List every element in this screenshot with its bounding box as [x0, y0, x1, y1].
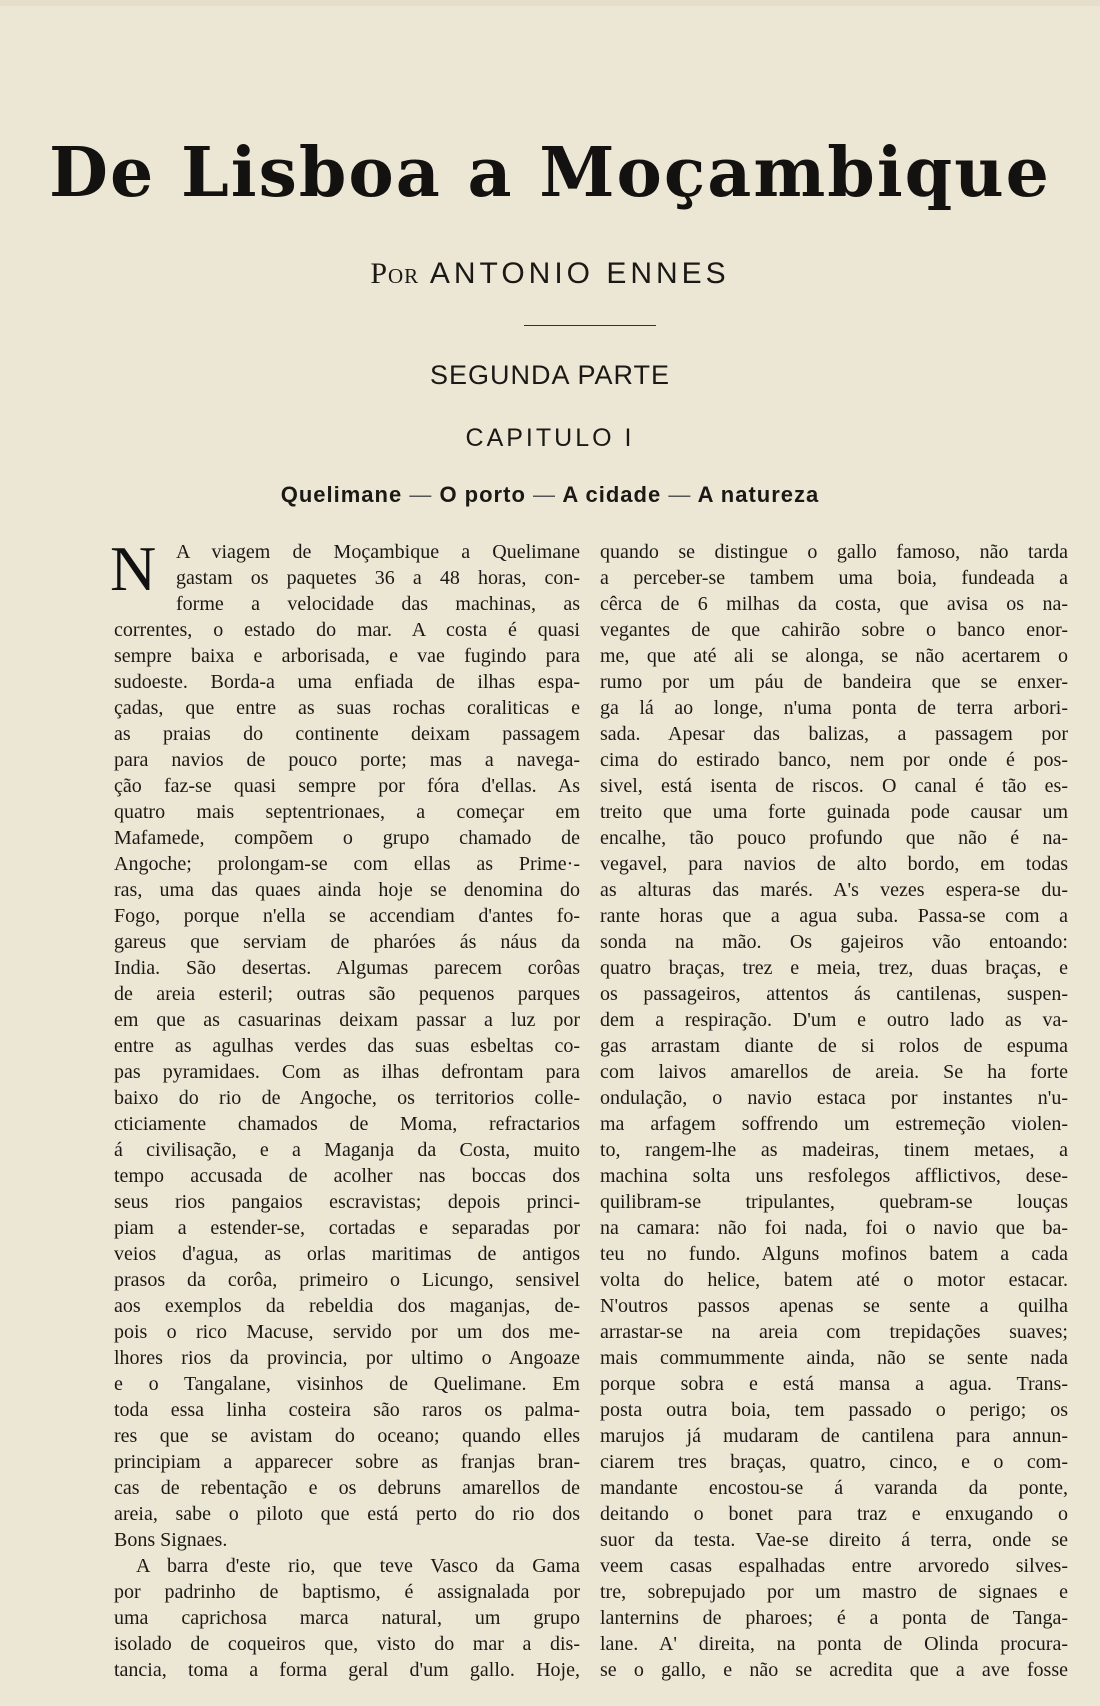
text-line: os passageiros, attentos ás cantilenas, suspen-	[600, 983, 1068, 1005]
subtitle-item-1: Quelimane	[280, 482, 403, 507]
part-heading: SEGUNDA PARTE	[429, 360, 671, 390]
text-line: para navios de pouco porte; mas a navega-	[114, 749, 580, 771]
text-line: aos exemplos da rebeldia dos maganjas, de-	[114, 1295, 580, 1317]
text-line: ondulação, o navio estaca por instantes n'u-	[600, 1087, 1068, 1109]
text-line: prasos da corôa, primeiro o Licungo, sensivel	[114, 1269, 580, 1291]
text-line: ma arfagem soffrendo um estremeção violen-	[600, 1113, 1068, 1135]
text-line: Bons Signaes.	[114, 1529, 228, 1551]
text-line: rante horas que a agua suba. Passa-se com a	[600, 905, 1068, 927]
text-line: N'outros passos apenas se sente a quilha	[600, 1295, 1068, 1317]
text-line: tre, sobrepujado por um mastro de signaes e	[600, 1581, 1068, 1603]
text-line: sivel, está isenta de riscos. O canal é tão es-	[600, 775, 1068, 797]
text-line: na camara: não foi nada, foi o navio que ba-	[600, 1217, 1068, 1239]
text-line: ção faz-se quasi sempre por fóra d'ellas. As	[114, 775, 580, 797]
text-line: pas pyramidaes. Com as ilhas defrontam para	[114, 1061, 580, 1083]
right-text-column	[600, 539, 1068, 1683]
author-name: ANTONIO ENNES	[429, 257, 730, 290]
text-line: lane. A' direita, na ponta de Olinda procura-	[600, 1633, 1068, 1655]
text-line: pois o rico Macuse, servido por um dos me-	[114, 1321, 580, 1343]
text-line: quatro mais septentrionaes, a começar em	[114, 801, 580, 823]
text-line: isolado de coqueiros que, visto do mar a dis-	[114, 1633, 580, 1655]
text-line: arrastar-se na areia com trepidações suaves;	[600, 1321, 1068, 1343]
text-line: forme a velocidade das machinas, as	[176, 593, 580, 615]
text-line: porque sobra e está mansa a agua. Trans-	[600, 1373, 1068, 1395]
text-line: areia, sabe o piloto que está perto do rio dos	[114, 1503, 580, 1525]
text-line: ras, uma das quaes ainda hoje se denomina do	[114, 879, 580, 901]
subtitle-separator: —	[668, 482, 692, 507]
text-line: mandante encostou-se á varanda da ponte,	[600, 1477, 1068, 1499]
text-line: sudoeste. Borda-a uma enfiada de ilhas espa-	[114, 671, 580, 693]
subtitle-separator: —	[533, 482, 557, 507]
subtitle-item-4: A natureza	[697, 482, 820, 507]
text-line: veios d'agua, as orlas maritimas de antigos	[114, 1243, 580, 1265]
text-line: India. São desertas. Algumas parecem corôas	[114, 957, 580, 979]
subtitle-item-2: O porto	[439, 482, 526, 507]
text-line: gas arrastam diante de si rolos de espuma	[600, 1035, 1068, 1057]
text-line: cas de rebentação e os debruns amarellos de	[114, 1477, 580, 1499]
text-line: uma caprichosa marca natural, um grupo	[114, 1607, 580, 1629]
text-line: suor da testa. Vae-se direito á terra, onde se	[600, 1529, 1068, 1551]
text-line: sonda na mão. Os gajeiros vão entoando:	[600, 931, 1068, 953]
text-line: cima do estirado banco, nem por onde é pos-	[600, 749, 1068, 771]
text-line: Mafamede, compõem o grupo chamado de	[114, 827, 580, 849]
text-line: a perceber-se tambem uma boia, fundeada a	[600, 567, 1068, 589]
text-line: principiam a apparecer sobre as franjas bran-	[114, 1451, 580, 1473]
text-line: teu no fundo. Alguns mofinos batem a cada	[600, 1243, 1068, 1265]
text-line: dem a respiração. D'um e outro lado as va-	[600, 1009, 1068, 1031]
text-line: rumo por um páu de bandeira que se enxer-	[600, 671, 1068, 693]
text-line: vegavel, para navios de alto bordo, em todas	[600, 853, 1068, 875]
text-line: Angoche; prolongam-se com ellas as Prime·-	[114, 853, 580, 875]
text-line: á civilisação, e a Maganja da Costa, muito	[114, 1139, 580, 1161]
left-text-column	[110, 533, 580, 1683]
subtitle-item-3: A cidade	[562, 482, 662, 507]
text-line: toda essa linha costeira são raros os palma-	[114, 1399, 580, 1421]
text-line: to, rangem-lhe as madeiras, tinem metaes, a	[600, 1139, 1068, 1161]
text-line: lanternins de pharoes; é a ponta de Tanga-	[600, 1607, 1068, 1629]
text-line: com laivos amarellos de areia. Se ha forte	[600, 1061, 1068, 1083]
text-line: posta outra boia, tem passado o perigo; os	[600, 1399, 1068, 1421]
text-line: gastam os paquetes 36 a 48 horas, con-	[176, 567, 580, 589]
text-line: e o Tangalane, visinhos de Quelimane. Em	[114, 1373, 580, 1395]
text-line: vegantes de que cahirão sobre o banco enor-	[600, 619, 1068, 641]
text-line: baixo do rio de Angoche, os territorios colle-	[114, 1087, 580, 1109]
text-line: deitando o bonet para traz e enxugando o	[600, 1503, 1068, 1525]
article-title: De Lisboa a Moçambique	[49, 133, 1051, 213]
text-line: ciarem tres braças, quatro, cinco, e o com-	[600, 1451, 1068, 1473]
text-line: quando se distingue o gallo famoso, não tarda	[600, 541, 1068, 563]
text-line: A viagem de Moçambique a Quelimane	[176, 541, 580, 563]
text-line: sada. Apesar das balizas, a passagem por	[600, 723, 1068, 745]
text-line: as praias do continente deixam passagem	[114, 723, 580, 745]
text-line: cticiamente chamados de Moma, refractarios	[114, 1113, 580, 1135]
text-line: tempo accusada de acolher nas boccas dos	[114, 1165, 580, 1187]
text-line: as alturas das marés. A's vezes espera-se du-	[600, 879, 1068, 901]
text-line: treito que uma forte guinada pode causar um	[600, 801, 1068, 823]
text-line: Fogo, porque n'ella se accendiam d'antes fo-	[114, 905, 580, 927]
text-line: mais commummente ainda, não se sente nada	[600, 1347, 1068, 1369]
author-byline	[0, 254, 1100, 294]
text-line: machina solta uns resfolegos afflictivos, dese-	[600, 1165, 1068, 1187]
text-line: sempre baixa e arborisada, e vae fugindo para	[114, 645, 580, 667]
chapter-heading: CAPITULO I	[465, 424, 635, 452]
text-line: A barra d'este rio, que teve Vasco da Gama	[136, 1555, 580, 1577]
chapter-subtitle	[0, 478, 1100, 512]
text-line: de areia esteril; outras são pequenos parques	[114, 983, 580, 1005]
text-line: tancia, toma a forma geral d'um gallo. Hoje,	[114, 1659, 580, 1681]
text-line: quilibram-se tripulantes, quebram-se louças	[600, 1191, 1068, 1213]
text-line: seus rios pangaios escravistas; depois princi-	[114, 1191, 580, 1213]
text-line: se o gallo, e não se acredita que a ave fosse	[600, 1659, 1068, 1681]
title-divider	[524, 325, 656, 326]
text-line: por padrinho de baptismo, é assignalada por	[114, 1581, 580, 1603]
text-line: çadas, que entre as suas rochas coraliticas e	[114, 697, 580, 719]
text-line: volta do helice, batem até o motor estacar.	[600, 1269, 1068, 1291]
text-line: ga lá ao longe, n'uma ponta de terra arbori-	[600, 697, 1068, 719]
text-line: quatro braças, trez e meia, trez, duas braças, e	[600, 957, 1068, 979]
text-line: cêrca de 6 milhas da costa, que avisa os na-	[600, 593, 1068, 615]
text-line: marujos já mudaram de cantilena para annun-	[600, 1425, 1068, 1447]
subtitle-separator: —	[409, 482, 433, 507]
text-line: res que se avistam do oceano; quando elles	[114, 1425, 580, 1447]
text-line: me, que até ali se alonga, se não acertarem o	[600, 645, 1068, 667]
drop-cap: N	[110, 533, 157, 604]
author-prefix: Por	[370, 257, 420, 290]
text-line: correntes, o estado do mar. A costa é quasi	[114, 619, 580, 641]
text-line: em que as casuarinas deixam passar a luz por	[114, 1009, 580, 1031]
text-line: gareus que serviam de pharóes ás náus da	[114, 931, 580, 953]
text-line: piam a estender-se, cortadas e separadas por	[114, 1217, 580, 1239]
text-line: veem casas espalhadas entre arvoredo silves-	[600, 1555, 1068, 1577]
text-line: entre as agulhas verdes das suas esbeltas co-	[114, 1035, 580, 1057]
text-line: encalhe, tão pouco profundo que não é na-	[600, 827, 1068, 849]
text-line: lhores rios da provincia, por ultimo o Angoaze	[114, 1347, 580, 1369]
